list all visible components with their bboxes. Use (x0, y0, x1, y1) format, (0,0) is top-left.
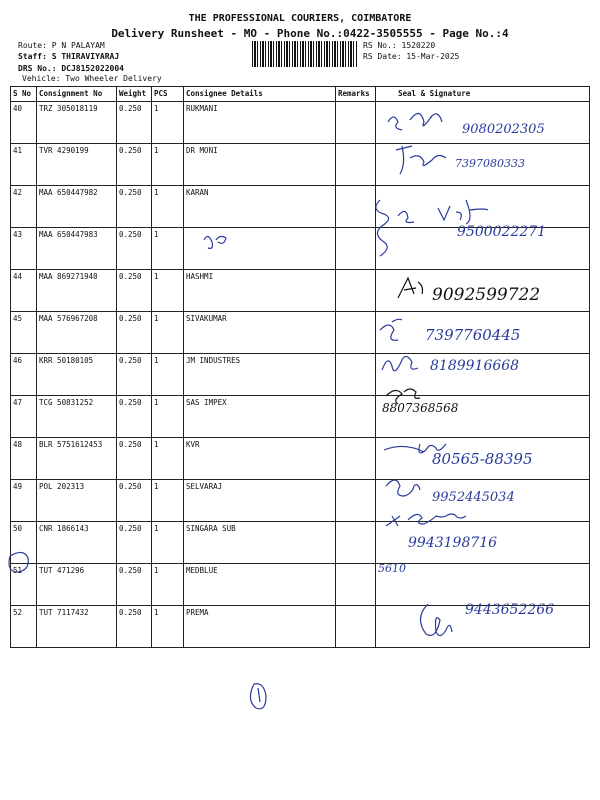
signature-47 (386, 389, 420, 404)
col-consignee: Consignee Details (184, 87, 336, 102)
signature-52 (420, 604, 452, 636)
cell-consignment: TRZ 305018119 (37, 102, 117, 144)
col-weight: Weight (117, 87, 152, 102)
cell-weight: 0.250 (117, 396, 152, 438)
cell-sno: 44 (11, 270, 37, 312)
cell-pcs: 1 (152, 312, 184, 354)
cell-weight: 0.250 (117, 354, 152, 396)
handwritten-phone: 9943198716 (408, 535, 498, 551)
handwritten-phone: 8807368568 (382, 401, 459, 415)
cell-weight: 0.250 (117, 102, 152, 144)
drs-label: DRS No.: DCJ8152022004 (18, 64, 124, 73)
signature-43 (204, 236, 226, 248)
cell-pcs: 1 (152, 186, 184, 228)
cell-pcs: 1 (152, 522, 184, 564)
cell-weight: 0.250 (117, 564, 152, 606)
cell-sno: 50 (11, 522, 37, 564)
cell-consignment: CNR 1866143 (37, 522, 117, 564)
cell-weight: 0.250 (117, 312, 152, 354)
cell-sno: 43 (11, 228, 37, 270)
cell-consignment: POL 202313 (37, 480, 117, 522)
rs-number: RS No.: 1520220 (363, 41, 436, 50)
cell-consignee: JM INDUSTRES (184, 354, 336, 396)
signature-40 (388, 113, 442, 130)
col-sno: S No (11, 87, 37, 102)
handwritten-phone: 7397760445 (425, 326, 521, 344)
rs-date: RS Date: 15-Mar-2025 (363, 52, 460, 61)
cell-consignment: BLR 5751612453 (37, 438, 117, 480)
cell-weight: 0.250 (117, 186, 152, 228)
cell-pcs: 1 (152, 480, 184, 522)
cell-weight: 0.250 (117, 270, 152, 312)
cell-consignment: TUT 471296 (37, 564, 117, 606)
col-consignment: Consignment No (37, 87, 117, 102)
route-label: Route: P N PALAYAM (18, 41, 105, 50)
handwritten-phone: 80565-88395 (432, 450, 533, 468)
cell-weight: 0.250 (117, 228, 152, 270)
cell-sno: 46 (11, 354, 37, 396)
cell-consignee: DR MONI (184, 144, 336, 186)
signature-44 (398, 278, 423, 298)
cell-weight: 0.250 (117, 144, 152, 186)
signature-42 (376, 200, 488, 256)
cell-consignee: PREMA (184, 606, 336, 648)
cell-consignment: MAA 650447982 (37, 186, 117, 228)
cell-consignment: TUT 7117432 (37, 606, 117, 648)
cell-weight: 0.250 (117, 522, 152, 564)
cell-pcs: 1 (152, 564, 184, 606)
cell-sno: 52 (11, 606, 37, 648)
runsheet-subtitle: Delivery Runsheet - MO - Phone No.:0422-3505555 - Page No.:4 (111, 27, 509, 40)
cell-weight: 0.250 (117, 480, 152, 522)
cell-consignee: HASHMI (184, 270, 336, 312)
col-remarks: Remarks (336, 87, 376, 102)
handwritten-phone: 9080202305 (462, 122, 545, 137)
handwritten-phone: 9443652266 (465, 602, 555, 618)
cell-sno: 45 (11, 312, 37, 354)
handwritten-phone: 9952445034 (432, 490, 515, 505)
cell-pcs: 1 (152, 606, 184, 648)
cell-pcs: 1 (152, 144, 184, 186)
cell-sno: 49 (11, 480, 37, 522)
cell-pcs: 1 (152, 438, 184, 480)
cell-consignment: TVR 4290199 (37, 144, 117, 186)
cell-consignee: SAS IMPEX (184, 396, 336, 438)
handwritten-phone: 9092599722 (432, 285, 541, 305)
cell-pcs: 1 (152, 270, 184, 312)
col-pcs: PCS (152, 87, 184, 102)
staff-label: Staff: S THIRAVIYARAJ (18, 52, 120, 61)
hand-circle-51 (9, 552, 28, 572)
signature-50 (386, 514, 466, 526)
vehicle-label: Vehicle: Two Wheeler Delivery (22, 74, 162, 83)
cell-consignment: MAA 576967208 (37, 312, 117, 354)
handwritten-phone: 7397080333 (455, 157, 525, 170)
hand-circle-bottom (250, 684, 266, 709)
signature-45 (380, 319, 402, 340)
cell-sno: 48 (11, 438, 37, 480)
cell-sno: 41 (11, 144, 37, 186)
cell-consignee: KVR (184, 438, 336, 480)
cell-consignee: SINGARA SUB (184, 522, 336, 564)
cell-consignee: RUKMANI (184, 102, 336, 144)
cell-consignment: MAA 869271940 (37, 270, 117, 312)
cell-weight: 0.250 (117, 438, 152, 480)
cell-sno: 40 (11, 102, 37, 144)
cell-pcs: 1 (152, 354, 184, 396)
signature-49 (386, 480, 420, 496)
cell-consignment: MAA 650447983 (37, 228, 117, 270)
col-signature: Seal & Signature (376, 87, 590, 102)
handwritten-phone: 9500022271 (457, 224, 547, 240)
cell-weight: 0.250 (117, 606, 152, 648)
cell-pcs: 1 (152, 228, 184, 270)
cell-pcs: 1 (152, 396, 184, 438)
handwritten-phone: 8189916668 (430, 358, 520, 374)
cell-sno: 51 (11, 564, 37, 606)
cell-sno: 47 (11, 396, 37, 438)
cell-consignment: TCG 50831252 (37, 396, 117, 438)
handwritten-note: 5610 (378, 562, 406, 575)
signature-46 (382, 356, 418, 370)
company-title: THE PROFESSIONAL COURIERS, COIMBATORE (188, 13, 412, 24)
cell-consignee: MEDBLUE (184, 564, 336, 606)
cell-sno: 42 (11, 186, 37, 228)
signature-41 (396, 146, 446, 174)
cell-consignment: KRR 50180105 (37, 354, 117, 396)
signature-48 (384, 444, 446, 453)
cell-consignee: SELVARAJ (184, 480, 336, 522)
cell-consignee: SIVAKUMAR (184, 312, 336, 354)
cell-pcs: 1 (152, 102, 184, 144)
cell-consignee: KARAN (184, 186, 336, 228)
